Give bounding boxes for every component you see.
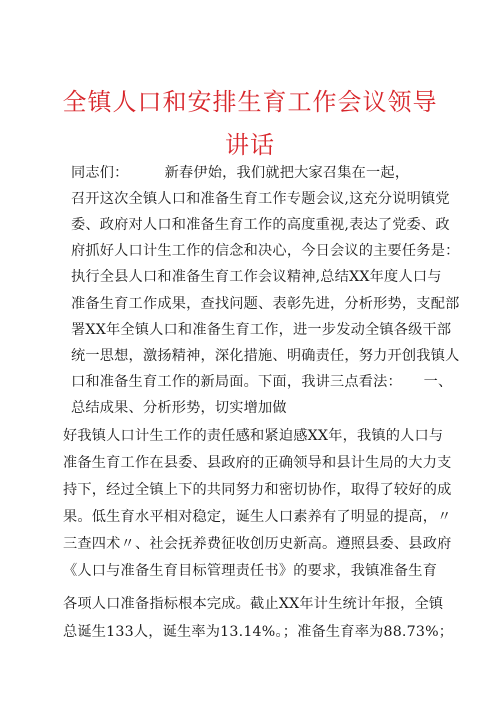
body-line: 总结成果、分析形势，切实增加做 bbox=[71, 400, 287, 416]
document-title-line-1: 全镇人口和安排生育工作会议领导 bbox=[62, 88, 438, 116]
body-line: 持下，经过全镇上下的共同努力和密切协作，取得了较好的成 bbox=[63, 482, 452, 498]
body-line: 委、政府对人口和准备生育工作的高度重视,表达了党委、政 bbox=[71, 217, 450, 233]
body-line: 同志们： 新春伊始，我们就把大家召集在一起， bbox=[71, 165, 410, 181]
body-line: 果。低生育水平相对稳定，诞生人口素养有了明显的提高，〃 bbox=[63, 509, 452, 525]
body-line: 准备生育工作成果，查找问题、表彰先进，分析形势，支配部 bbox=[71, 296, 460, 312]
body-line: 总诞生133人，诞生率为13.14%。；准备生育率为88.73%； bbox=[63, 624, 454, 640]
body-line: 府抓好人口计生工作的信念和决心，今日会议的主要任务是： bbox=[71, 243, 460, 259]
body-line: 统一思想，激扬精神，深化措施、明确责任，努力开创我镇人 bbox=[71, 348, 460, 364]
body-line: 准备生育工作在县委、县政府的正确领导和县计生局的大力支 bbox=[63, 455, 452, 471]
body-line: 执行全县人口和准备生育工作会议精神,总结XX年度人口与 bbox=[71, 269, 442, 285]
body-line: 署XX年全镇人口和准备生育工作，进一步发动全镇各级干部 bbox=[71, 322, 452, 338]
body-line: 口和准备生育工作的新局面。下面，我讲三点看法： 一、 bbox=[71, 374, 453, 390]
body-line: 好我镇人口计生工作的责任感和紧迫感XX年，我镇的人口与 bbox=[63, 428, 444, 444]
body-line: 各项人口准备指标根本完成。截止XX年计生统计年报，全镇 bbox=[63, 596, 444, 612]
body-line: 《人口与准备生育目标管理责任书》的要求，我镇准备生育 bbox=[63, 563, 438, 579]
body-line: 召开这次全镇人口和准备生育工作专题会议,这充分说明镇党 bbox=[71, 191, 450, 207]
document-title-line-2: 讲话 bbox=[225, 131, 275, 159]
body-line: 三查四术〃、社会抚养费征收创历史新高。遵照县委、县政府 bbox=[63, 536, 452, 552]
